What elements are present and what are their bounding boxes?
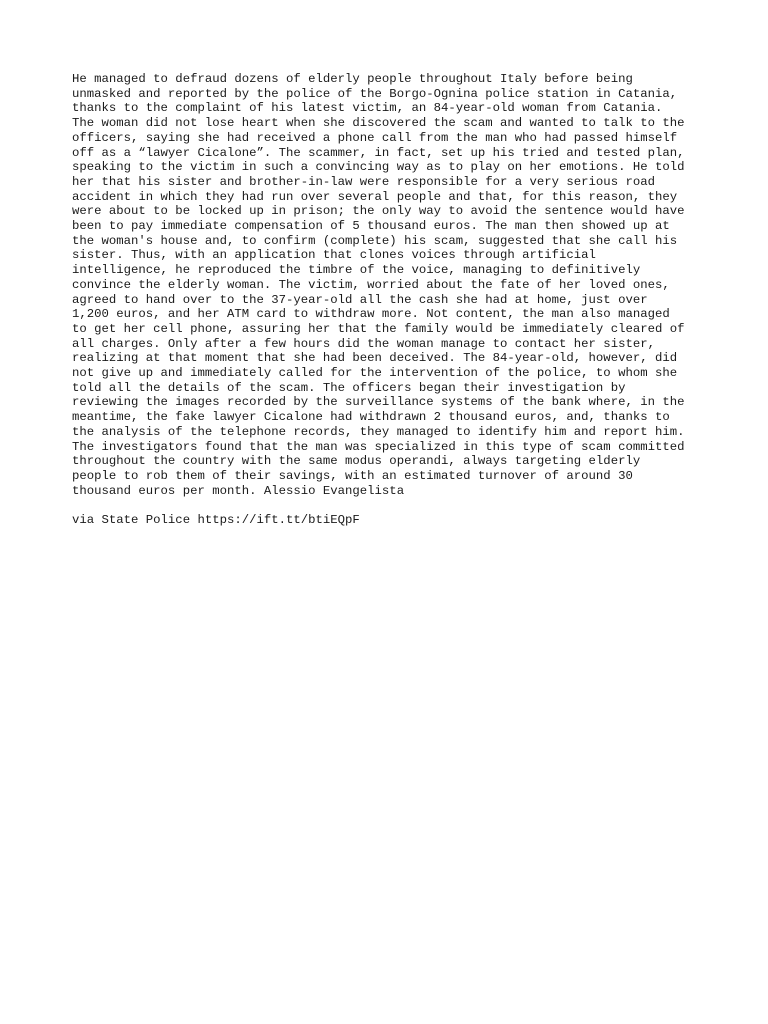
document-page [72, 72, 712, 528]
source-line [72, 513, 712, 528]
article-body: He managed to defraud dozens of elderly people throughout Italy before being unmasked and reported by the police of the Borgo-Ognina police station in Catania, thanks to the complaint of his latest victim, an 84-year-old woman from Catania. The woman did not lose heart when she discovered the scam and wanted to talk to the officers, saying she had received a phone call from the man who had passed himself off as a “lawyer Cicalone”. The scammer, in fact, set up his tried and tested plan, speaking to the victim in such a convincing way as to play on her emotions. He told her that his sister and brother-in-law were responsible for a very serious road accident in which they had run over several people and that, for this reason, they were about to be locked up in prison; the only way to avoid the sentence would have been to pay immediate compensation of 5 thousand euros. The man then showed up at the woman's house and, to confirm (complete) his scam, suggested that she call his sister. Thus, with an application that clones voices through artificial intelligence, he reproduced the timbre of the voice, managing to definitively convince the elderly woman. The victim, worried about the fate of her loved ones, agreed to hand over to the 37-year-old all the cash she had at home, just over 1,200 euros, and her ATM card to withdraw more. Not content, the man also managed to get her cell phone, assuring her that the family would be immediately cleared of all charges. Only after a few hours did the woman manage to contact her sister, realizing at that moment that she had been deceived. The 84-year-old, however, did not give up and immediately called for the intervention of the police, to whom she told all the details of the scam. The officers began their investigation by reviewing the images recorded by the surveillance systems of the bank where, in the meantime, the fake lawyer Cicalone had withdrawn 2 thousand euros, and, thanks to the analysis of the telephone records, they managed to identify him and report him. The investigators found that the man was specialized in this type of scam committed throughout the country with the same modus operandi, always targeting elderly people to rob them of their savings, with an estimated turnover of around 30 thousand euros per month. Alessio Evangelista [72, 72, 685, 498]
source-link[interactable]: https://ift.tt/btiEQpF [197, 513, 360, 528]
source-prefix: via State Police [72, 513, 198, 528]
